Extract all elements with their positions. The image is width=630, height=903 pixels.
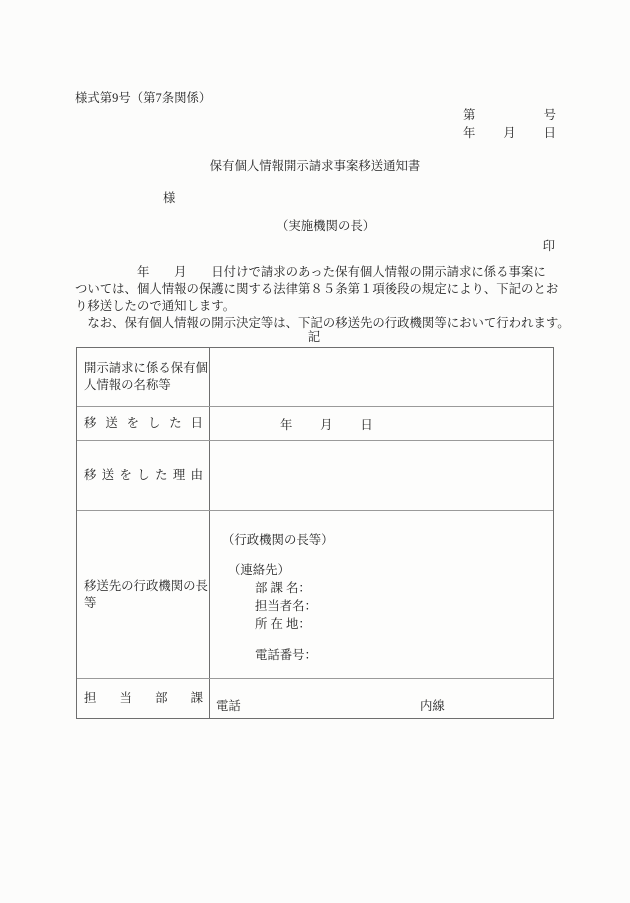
doc-number-suffix: 号 — [543, 108, 556, 122]
destination-agency-details — [210, 511, 553, 664]
phone-label: 電話 — [216, 699, 241, 713]
record-marker: 記 — [307, 330, 321, 344]
row-label-line: 移 送 を し た 理 由 — [84, 468, 203, 482]
row-label-destination-agency — [77, 511, 210, 678]
body-line: 年 月 日付けで請求のあった保有個人情報の開示請求に係る事案に — [75, 265, 546, 279]
date-year-label: 年 — [463, 126, 476, 140]
row-label-line: 開示請求に係る保有個 — [84, 361, 208, 375]
contact-person-label: 担当者名： — [255, 599, 317, 613]
doc-number-line — [463, 105, 556, 123]
table-row — [77, 678, 553, 718]
date-month-label: 月 — [503, 126, 516, 140]
table-row — [77, 348, 553, 406]
date-day-label: 日 — [543, 126, 556, 140]
issuer-line: （実施機関の長） — [276, 219, 376, 233]
body-line: ついては、個人情報の保護に関する法律第８５条第１項後段の規定により、下記のとお — [75, 282, 559, 296]
cell-transfer-date — [210, 407, 553, 440]
doc-number-prefix: 第 — [463, 108, 476, 122]
contact-department-label: 部 課 名： — [255, 581, 311, 595]
cell-personal-info-name — [210, 348, 553, 406]
row-label-transfer-date — [77, 407, 210, 440]
cell-transfer-reason — [210, 441, 553, 510]
transfer-date-placeholder: 年 月 日 — [280, 417, 374, 432]
row-label-personal-info-name — [77, 348, 210, 406]
table-row — [77, 406, 553, 440]
row-label-responsible-division — [77, 679, 210, 718]
body-paragraph — [75, 264, 570, 332]
page-title: 保有個人情報開示請求事案移送通知書 — [209, 159, 421, 173]
form-number: 様式第9号（第7条関係） — [75, 91, 212, 105]
agency-head-label: （行政機関の長等） — [222, 533, 334, 547]
body-line: なお、保有個人情報の開示決定等は、下記の移送先の行政機関等において行われます。 — [75, 316, 570, 330]
contact-address-label: 所 在 地： — [255, 617, 311, 631]
table-row — [77, 440, 553, 510]
row-label-line: 等 — [84, 595, 97, 610]
table-row — [77, 510, 553, 678]
contact-phone-label: 電話番号： — [255, 648, 317, 662]
body-line: り移送したので通知します。 — [75, 299, 236, 313]
row-label-line: 人情報の名称等 — [84, 378, 171, 392]
row-label-line: 移送先の行政機関の長 — [84, 578, 208, 593]
issue-date-line — [463, 123, 556, 141]
cell-destination-agency — [210, 511, 553, 678]
addressee-suffix: 様 — [163, 191, 176, 205]
row-label-line: 担 当 部 課 — [84, 691, 203, 705]
seal-mark: 印 — [542, 239, 555, 253]
row-label-transfer-reason — [77, 441, 210, 510]
form-table — [76, 347, 554, 719]
cell-responsible-division — [210, 679, 553, 718]
row-label-line: 移 送 を し た 日 — [84, 416, 203, 430]
extension-label: 内線 — [420, 699, 445, 713]
contact-header-label: （連絡先） — [228, 563, 290, 577]
